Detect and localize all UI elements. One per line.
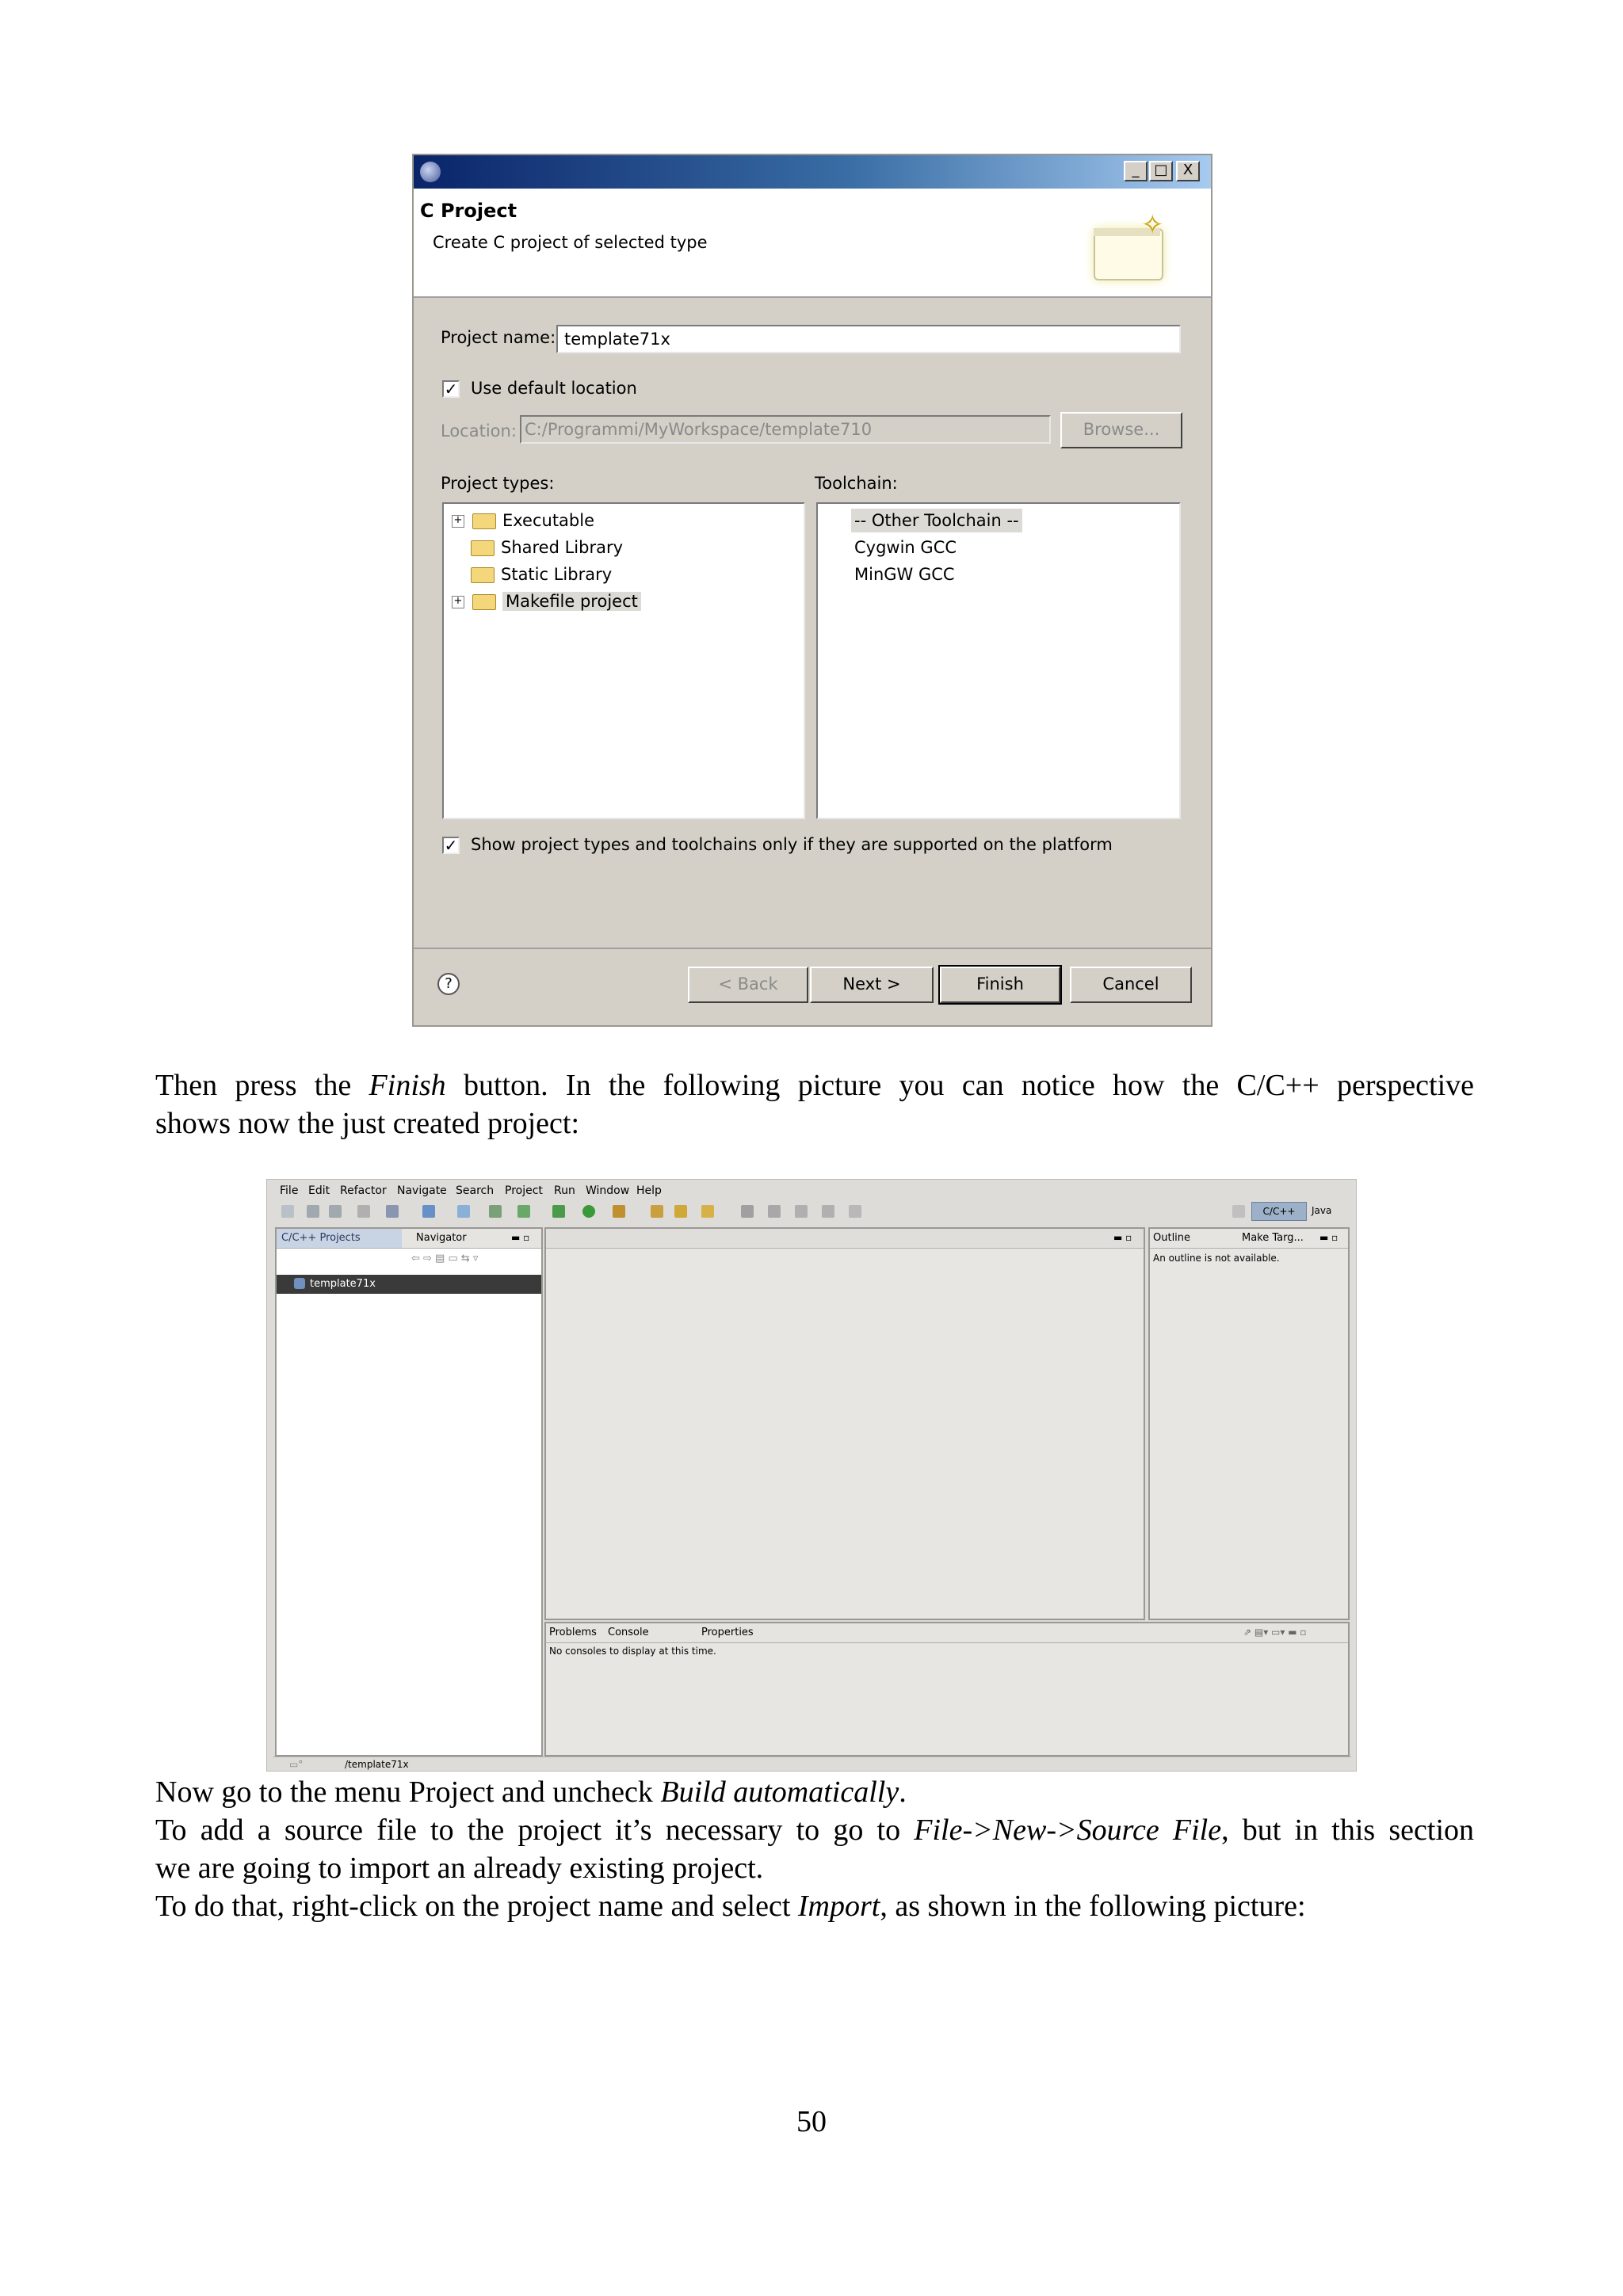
location-label: Location: (441, 421, 517, 441)
dialog-titlebar (414, 155, 1211, 189)
menu-run[interactable]: Run (554, 1184, 575, 1197)
view-toolbar-icons[interactable]: ⇦ ⇨ ▤ ▭ ⇆ ▿ (411, 1253, 479, 1264)
status-icon: ▭° (289, 1759, 304, 1770)
paragraph-2-line-1: Now go to the menu Project and uncheck Build automatically. (155, 1775, 907, 1809)
tab-navigator[interactable]: Navigator (416, 1232, 467, 1244)
menu-search[interactable]: Search (456, 1184, 495, 1197)
menu-navigate[interactable]: Navigate (397, 1184, 447, 1197)
close-button[interactable]: X (1176, 161, 1200, 181)
menu-project[interactable]: Project (505, 1184, 543, 1197)
debug-icon[interactable] (552, 1205, 565, 1218)
outline-message: An outline is not available. (1153, 1253, 1280, 1264)
menu-edit[interactable]: Edit (308, 1184, 330, 1197)
paragraph-2-line-2: To add a source file to the project it’s necessary to go to File->New->Source File, but in this section (155, 1814, 1475, 1847)
forward-icon[interactable] (849, 1205, 861, 1218)
run-icon[interactable] (582, 1205, 595, 1218)
folder-icon (471, 567, 495, 583)
open-folder-icon[interactable] (701, 1205, 714, 1218)
back-icon[interactable] (795, 1205, 808, 1218)
menu-help[interactable]: Help (636, 1184, 662, 1197)
new-project-icon[interactable] (386, 1205, 399, 1218)
projects-panel (275, 1227, 543, 1756)
project-label: template71x (310, 1278, 376, 1290)
use-default-location-label: Use default location (471, 379, 637, 398)
toolchain-item-mingw[interactable]: MinGW GCC (854, 565, 955, 584)
c-project-dialog (412, 154, 1212, 1027)
tree-item-static-library[interactable]: Static Library (471, 563, 612, 586)
use-default-location-checkbox[interactable]: ✓ (442, 380, 460, 398)
folder-icon (471, 540, 495, 556)
expand-icon[interactable]: + (452, 596, 464, 608)
project-types-tree[interactable] (442, 502, 805, 819)
eclipse-icon (420, 162, 441, 182)
folder-icon (472, 594, 496, 610)
toolchain-item-cygwin[interactable]: Cygwin GCC (854, 538, 957, 557)
project-name-value: template71x (564, 330, 670, 349)
paragraph-2-line-3: we are going to import an already existing project. (155, 1852, 764, 1885)
tree-item-makefile-project[interactable]: + Makefile project (452, 589, 641, 613)
open-type-icon[interactable] (651, 1205, 663, 1218)
tree-item-executable[interactable]: + Executable (452, 509, 594, 532)
page-number: 50 (796, 2105, 827, 2138)
next-button[interactable]: Next > (810, 967, 934, 1003)
dialog-header (414, 189, 1211, 298)
divider (414, 948, 1211, 949)
project-types-label: Project types: (441, 474, 555, 493)
tab-properties[interactable]: Properties (701, 1627, 754, 1638)
minimize-button[interactable]: _ (1124, 161, 1148, 181)
folder-icon (472, 513, 496, 529)
forward-arrow-icon[interactable] (822, 1205, 834, 1218)
tab-outline[interactable]: Outline (1153, 1232, 1191, 1244)
dialog-title: C Project (420, 200, 517, 222)
search-icon[interactable] (517, 1205, 530, 1218)
console-panel (544, 1622, 1350, 1756)
tree-item-shared-library[interactable]: Shared Library (471, 536, 623, 559)
show-supported-checkbox[interactable]: ✓ (442, 837, 460, 854)
project-row-selected[interactable] (277, 1275, 541, 1294)
print-icon[interactable] (329, 1205, 342, 1218)
minimize-maximize-icon[interactable]: ▬ ▫ (511, 1232, 530, 1243)
dialog-subtitle: Create C project of selected type (433, 233, 708, 252)
new-icon[interactable] (281, 1205, 294, 1218)
maximize-button[interactable]: □ (1149, 161, 1173, 181)
paragraph-1-line-1: Then press the Finish button. In the following picture you can notice how the C/C++ perspective (155, 1069, 1474, 1102)
eclipse-ide-screenshot (266, 1179, 1357, 1772)
browse-button[interactable]: Browse... (1060, 412, 1182, 448)
status-path: /template71x (345, 1759, 409, 1770)
external-tools-icon[interactable] (613, 1205, 625, 1218)
tab-cpp-projects[interactable]: C/C++ Projects (281, 1232, 361, 1244)
status-bar (273, 1756, 1351, 1772)
console-message: No consoles to display at this time. (549, 1646, 716, 1657)
finish-button[interactable]: Finish (940, 967, 1060, 1003)
help-icon[interactable]: ? (437, 973, 460, 995)
project-icon (294, 1278, 305, 1289)
expand-icon[interactable]: + (452, 515, 464, 528)
menu-window[interactable]: Window (586, 1184, 630, 1197)
perspective-java-button[interactable]: Java (1312, 1205, 1332, 1216)
new-file-icon[interactable] (457, 1205, 470, 1218)
show-supported-label: Show project types and toolchains only if they are supported on the platform (471, 835, 1113, 854)
tab-make-targets[interactable]: Make Targ... (1242, 1232, 1304, 1244)
editor-area (544, 1227, 1145, 1620)
new-folder-icon[interactable] (489, 1205, 502, 1218)
outline-minmax-icon[interactable]: ▬ ▫ (1319, 1232, 1338, 1243)
save-icon[interactable] (307, 1205, 319, 1218)
build-icon[interactable] (357, 1205, 370, 1218)
tab-problems[interactable]: Problems (549, 1627, 597, 1638)
back-button[interactable]: < Back (688, 967, 808, 1003)
toolchain-list[interactable] (816, 502, 1181, 819)
paragraph-2-line-4: To do that, right-click on the project name and select Import, as shown in the following picture: (155, 1890, 1306, 1923)
location-value: C:/Programmi/MyWorkspace/template710 (525, 420, 873, 439)
prev-annotation-icon[interactable] (768, 1205, 781, 1218)
next-annotation-icon[interactable] (741, 1205, 754, 1218)
paragraph-1-line-2: shows now the just created project: (155, 1107, 580, 1140)
tab-console[interactable]: Console (608, 1627, 649, 1638)
cancel-button[interactable]: Cancel (1070, 967, 1192, 1003)
wizard-banner-icon: ✧ (1094, 209, 1170, 280)
perspective-cpp-button[interactable]: C/C++ (1251, 1202, 1307, 1221)
toolchain-label: Toolchain: (815, 474, 898, 493)
editor-minmax-icon[interactable]: ▬ ▫ (1113, 1232, 1132, 1243)
outline-panel (1148, 1227, 1350, 1620)
menu-file[interactable]: File (280, 1184, 299, 1197)
annotation-icon[interactable] (674, 1205, 687, 1218)
location-input[interactable] (520, 415, 1051, 444)
new-class-icon[interactable] (422, 1205, 435, 1218)
project-name-label: Project name: (441, 328, 556, 347)
toolchain-item-other[interactable]: -- Other Toolchain -- (851, 509, 1022, 532)
menu-refactor[interactable]: Refactor (340, 1184, 387, 1197)
open-perspective-icon[interactable] (1232, 1205, 1245, 1218)
console-toolbar-icons[interactable]: ⇗ ▤▾ ▭▾ ▬ ▫ (1243, 1627, 1307, 1638)
project-name-input[interactable] (556, 325, 1181, 353)
